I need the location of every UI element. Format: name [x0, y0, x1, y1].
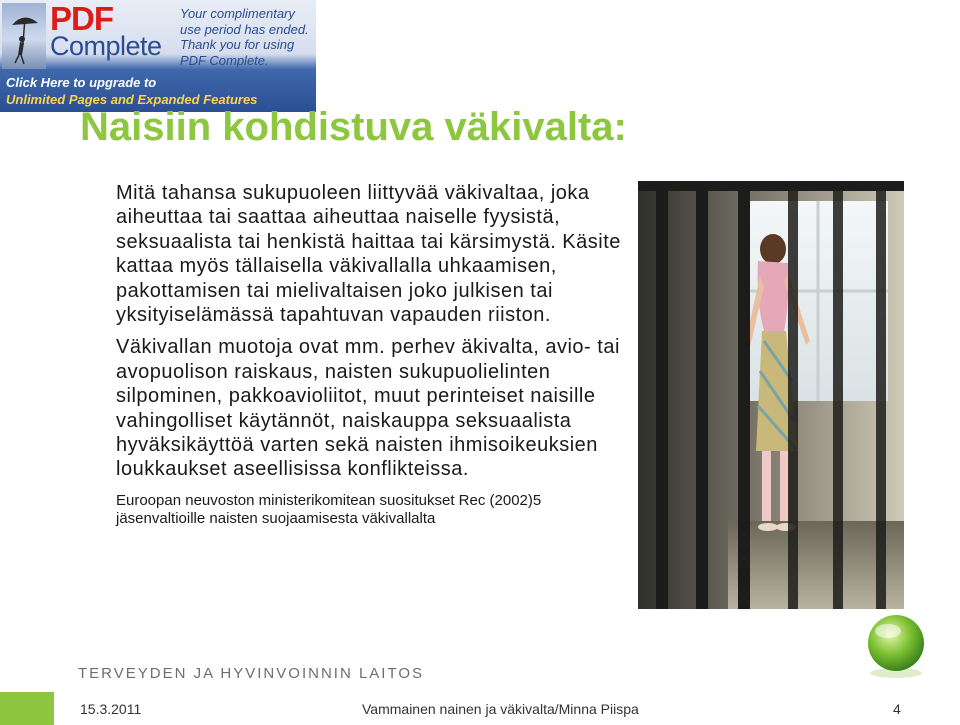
- trial-ended-note: [180, 6, 316, 68]
- woman-behind-bars-photo: [638, 181, 904, 609]
- pdf-complete-upgrade-banner[interactable]: [0, 0, 316, 112]
- upgrade-link[interactable]: [6, 74, 257, 108]
- upgrade-line-1[interactable]: Click Here to upgrade to: [6, 75, 157, 90]
- definition-paragraph: Mitä tahansa sukupuoleen liittyvää väkivaltaa, joka aiheuttaa tai saattaa aiheuttaa naiselle fyysistä, seksuaalista tai henkistä haittaa tai kärsimystä. Käsite kattaa myös tällaisella väkivallalla uhkaamisen, pakottamisen tai mielivaltaisen joko julkisen tai yksityiselämässä tapahtuvan vapauden riiston.: [116, 182, 621, 327]
- note-line: Thank you for using: [180, 37, 295, 52]
- institute-name: TERVEYDEN JA HYVINVOINNIN LAITOS: [78, 665, 425, 682]
- brand-complete-text: Complete: [50, 31, 162, 61]
- brand-pdf-text: PDF: [50, 0, 113, 37]
- note-line: Your complimentary: [180, 6, 295, 21]
- footer-title: Vammainen nainen ja väkivalta/Minna Piispa: [362, 701, 639, 717]
- page-number: 4: [893, 701, 901, 717]
- upgrade-line-2[interactable]: Unlimited Pages and Expanded Features: [6, 92, 258, 107]
- forms-paragraph: Väkivallan muotoja ovat mm. perhev äkivalta, avio- tai avopuolison raiskaus, naisten sukupuolielinten silpominen, pakkoavioliitot, muut perinteiset naisille vahingolliset käytännöt, naiskauppa seksuaalista hyväksikäyttöä varten sekä naisten ihmisoikeuksien loukkaukset aseellisissa konflikteissa.: [116, 336, 620, 481]
- umbrella-figure-icon: [2, 3, 46, 69]
- note-line: use period has ended.: [180, 21, 309, 37]
- green-globe-logo: [858, 607, 934, 683]
- slide-title: Naisiin kohdistuva väkivalta:: [80, 105, 627, 149]
- slide-body: [116, 181, 626, 528]
- footer-date: 15.3.2011: [80, 701, 142, 717]
- slide-footer: [0, 692, 960, 725]
- note-line: PDF Complete.: [180, 52, 269, 68]
- source-citation: Euroopan neuvoston ministerikomitean suositukset Rec (2002)5 jäsenvaltioille naisten suojaamisesta väkivallalta: [116, 491, 542, 527]
- pdf-complete-logo: [50, 2, 162, 60]
